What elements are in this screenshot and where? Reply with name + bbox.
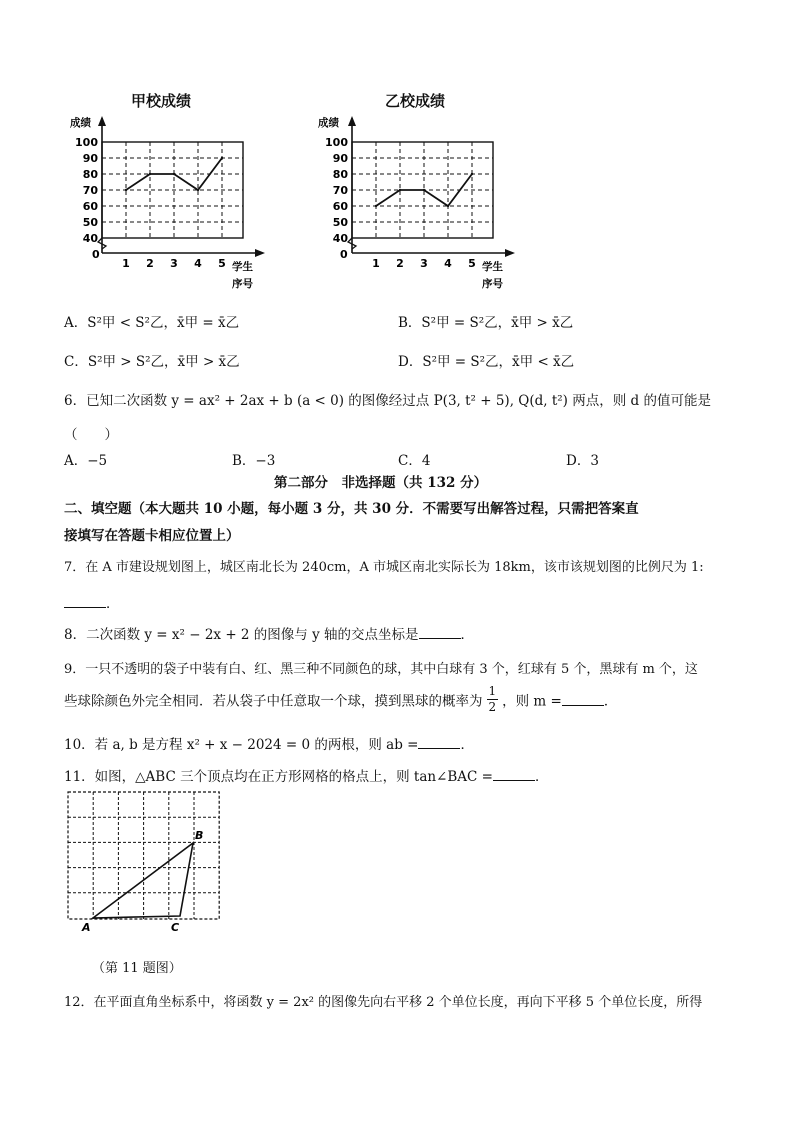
q9-line2-text: 些球除颜色外完全相同．若从袋子中任意取一个球，摸到黑球的概率为 bbox=[64, 693, 483, 710]
x-tick-label: 3 bbox=[420, 257, 428, 270]
x-axis-arrow bbox=[255, 249, 265, 257]
chart-yi-ylabel: 成绩 bbox=[318, 117, 339, 129]
q11 bbox=[64, 765, 548, 785]
y-tick-label: 60 bbox=[82, 200, 98, 213]
chart-yi bbox=[310, 110, 520, 295]
q11-end: ． bbox=[534, 769, 549, 785]
data-point bbox=[125, 189, 127, 191]
x-tick-label: 3 bbox=[170, 257, 178, 270]
chart-jia-grid bbox=[98, 116, 265, 257]
q9-fraction bbox=[487, 684, 499, 715]
q11-caption: （第 11 题图） bbox=[92, 961, 182, 976]
data-point bbox=[149, 173, 151, 175]
q11-answer-blank[interactable] bbox=[493, 768, 535, 781]
x-tick-label: 1 bbox=[122, 257, 130, 270]
q6-option-d: D．3 bbox=[566, 453, 599, 469]
y-tick-label: 90 bbox=[82, 152, 98, 165]
y-tick-label: 40 bbox=[82, 232, 98, 245]
y-tick-label: 40 bbox=[332, 232, 348, 245]
data-point bbox=[471, 173, 473, 175]
q8-end: ． bbox=[460, 627, 475, 643]
y-tick-label: 60 bbox=[332, 200, 348, 213]
x-tick-label: 5 bbox=[468, 257, 476, 270]
q10 bbox=[64, 733, 474, 753]
y-tick-label: 100 bbox=[75, 136, 98, 149]
y-tick-label: 50 bbox=[82, 216, 98, 229]
x-tick-label: 4 bbox=[194, 257, 202, 270]
x-tick-label: 2 bbox=[396, 257, 404, 270]
y-tick-label: 70 bbox=[332, 184, 348, 197]
q11-grid bbox=[68, 792, 219, 919]
y-tick-label: 90 bbox=[332, 152, 348, 165]
y-tick-label: 70 bbox=[82, 184, 98, 197]
q10-text: 10．若 a, b 是方程 x² + x − 2024 = 0 的两根，则 ab = bbox=[64, 737, 419, 753]
y-tick-label: 80 bbox=[82, 168, 98, 181]
q9-answer-blank[interactable] bbox=[562, 693, 604, 706]
label-b: B bbox=[195, 829, 204, 842]
q5-option-a: A．S²甲 < S²乙，x̄甲 = x̄乙 bbox=[64, 315, 240, 331]
data-point bbox=[221, 157, 223, 159]
q8-answer-blank[interactable] bbox=[419, 626, 461, 639]
y-tick-label: 100 bbox=[325, 136, 348, 149]
q9-frac-den: 2 bbox=[488, 700, 497, 714]
section2-line1: 二、填空题（本大题共 10 小题，每小题 3 分，共 30 分．不需要写出解答过程，只需把答案直 bbox=[64, 501, 639, 517]
q8-text: 8．二次函数 y = x² − 2x + 2 的图像与 y 轴的交点坐标是 bbox=[64, 627, 419, 643]
q8 bbox=[64, 623, 474, 643]
x-tick-label: 5 bbox=[218, 257, 226, 270]
x-axis-arrow bbox=[505, 249, 515, 257]
y-axis-arrow bbox=[98, 116, 106, 126]
chart-jia-ylabel: 成绩 bbox=[70, 117, 91, 129]
q9-line2 bbox=[64, 684, 617, 720]
q6-option-c: C．4 bbox=[398, 453, 431, 469]
chart-title-jia: 甲校成绩 bbox=[131, 92, 192, 110]
chart-title-yi: 乙校成绩 bbox=[385, 92, 446, 110]
chart-jia-xlabel-1: 学生 bbox=[232, 261, 253, 273]
q6-option-b: B．−3 bbox=[232, 453, 276, 469]
q9-line2-end: ，则 m = bbox=[502, 693, 562, 710]
chart-jia bbox=[60, 110, 270, 295]
data-point bbox=[447, 205, 449, 207]
part2-title: 第二部分 非选择题（共 132 分） bbox=[274, 475, 488, 491]
y-axis-arrow bbox=[348, 116, 356, 126]
q7-end: ． bbox=[106, 596, 120, 612]
q9-end: ． bbox=[603, 693, 618, 710]
data-point bbox=[399, 189, 401, 191]
q9-frac-num: 1 bbox=[488, 684, 497, 698]
q7-answer-blank[interactable] bbox=[64, 595, 106, 608]
x-tick-label: 4 bbox=[444, 257, 452, 270]
data-point bbox=[423, 189, 425, 191]
chart-yi-origin: 0 bbox=[340, 248, 348, 261]
data-point bbox=[173, 173, 175, 175]
q5-option-d: D．S²甲 = S²乙，x̄甲 < x̄乙 bbox=[398, 354, 575, 370]
x-tick-label: 1 bbox=[372, 257, 380, 270]
data-point bbox=[375, 205, 377, 207]
section2-line2: 接填写在答题卡相应位置上） bbox=[64, 528, 240, 544]
q11-text: 11．如图，△ABC 三个顶点均在正方形网格的格点上，则 tan∠BAC = bbox=[64, 769, 493, 785]
q6-text: 6．已知二次函数 y = ax² + 2ax + b (a < 0) 的图像经过点 P(3, t² + 5), Q(d, t²) 两点，则 d 的值可能是 bbox=[64, 393, 711, 409]
label-a: A bbox=[82, 921, 91, 934]
y-tick-label: 80 bbox=[332, 168, 348, 181]
chart-jia-xlabel-2: 序号 bbox=[232, 278, 253, 290]
q7-line2 bbox=[64, 592, 120, 612]
x-tick-label: 2 bbox=[146, 257, 154, 270]
q11-grid-figure bbox=[62, 786, 228, 946]
chart-yi-grid bbox=[348, 116, 515, 257]
chart-yi-xlabel-1: 学生 bbox=[482, 261, 503, 273]
q10-end: ． bbox=[460, 737, 474, 753]
y-tick-label: 50 bbox=[332, 216, 348, 229]
q5-option-b: B．S²甲 = S²乙，x̄甲 > x̄乙 bbox=[398, 315, 574, 331]
q6-paren: （ ） bbox=[64, 427, 118, 443]
chart-jia-origin: 0 bbox=[92, 248, 100, 261]
q9-line1: 9．一只不透明的袋子中装有白、红、黑三种不同颜色的球，其中白球有 3 个，红球有 5 个，黑球有 m 个，这 bbox=[64, 662, 698, 677]
q6-option-a: A．−5 bbox=[64, 453, 108, 469]
q7-line1: 7．在 A 市建设规划图上，城区南北长为 240cm，A 市城区南北实际长为 18km，该市该规划图的比例尺为 1: bbox=[64, 560, 704, 575]
chart-yi-xlabel-2: 序号 bbox=[482, 278, 503, 290]
label-c: C bbox=[171, 921, 180, 934]
data-point bbox=[197, 189, 199, 191]
q5-option-c: C．S²甲 > S²乙，x̄甲 > x̄乙 bbox=[64, 354, 240, 370]
triangle-abc bbox=[93, 843, 193, 918]
q10-answer-blank[interactable] bbox=[418, 736, 460, 749]
q12-text: 12．在平面直角坐标系中，将函数 y = 2x² 的图像先向右平移 2 个单位长度，再向下平移 5 个单位长度，所得 bbox=[64, 995, 703, 1010]
